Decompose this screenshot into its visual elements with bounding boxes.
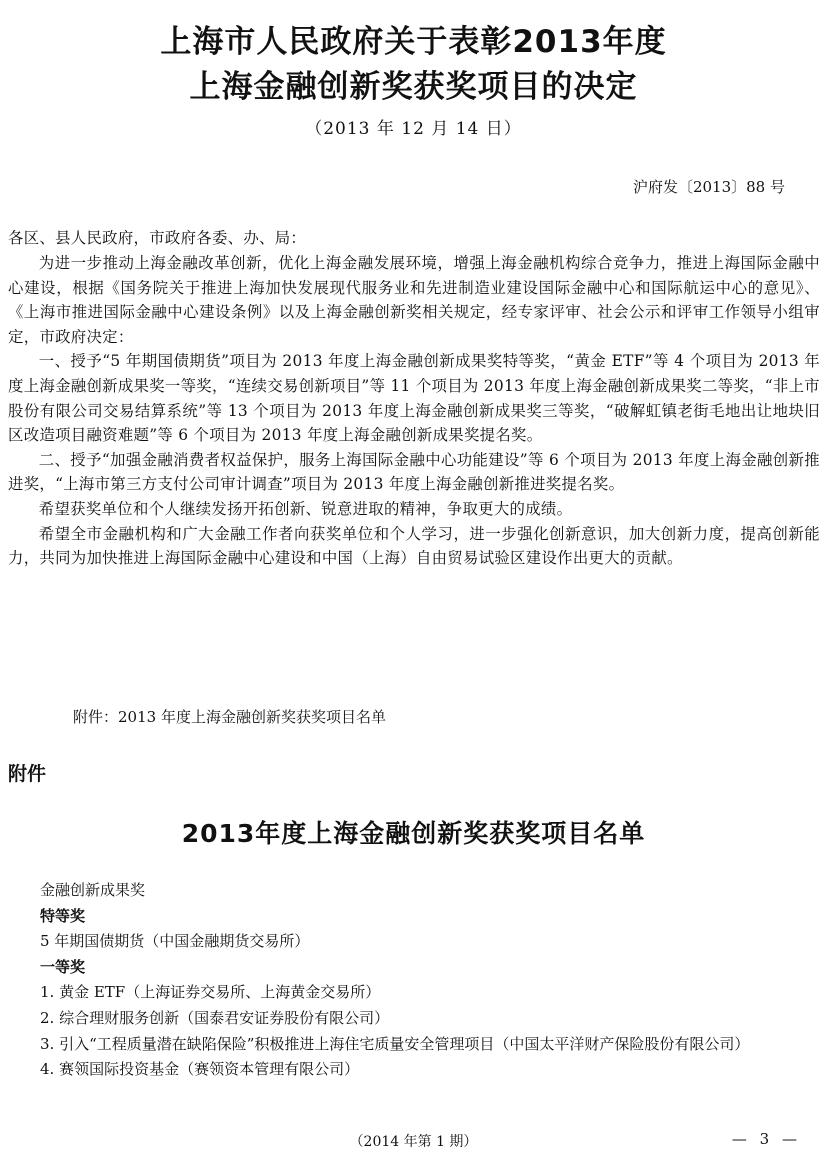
- special-prize-heading: 特等奖: [40, 906, 86, 925]
- paragraph-hope-winners: 希望获奖单位和个人继续发扬开拓创新、锐意进取的精神，争取更大的成绩。: [38, 499, 573, 518]
- attachment-note: 附件：2013 年度上海金融创新奖获奖项目名单: [73, 708, 386, 726]
- attachment-heading: 附件: [8, 763, 47, 785]
- list-item: 5 年期国债期货（中国金融期货交易所）: [40, 932, 310, 951]
- list-item: 3. 引入“工程质量潜在缺陷保险”积极推进上海住宅质量安全管理项目（中国太平洋财产保险股份有限公司）: [40, 1034, 750, 1053]
- list-item: 1. 黄金 ETF（上海证券交易所、上海黄金交易所）: [40, 983, 381, 1002]
- attachment-list-title: 2013年度上海金融创新奖获奖项目名单: [181, 819, 646, 848]
- paragraph-intro: 为进一步推动上海金融改革创新，优化上海金融发展环境，增强上海金融机构综合竞争力，推进上海国际金融中心建设，根据《国务院关于推进上海加快发展现代服务业和先进制造业建设国际金融中心和国际航运中心的意见》、《上海市推进国际金融中心建设条例》以及上海金融创新奖相关规定，经专家评审、社会公示和评审工作领导小组审定，市政府决定：: [8, 254, 820, 346]
- award-list: [40, 878, 820, 1083]
- footer-issue: （2014 年第 1 期）: [349, 1134, 478, 1150]
- page-number: — 3 —: [731, 1130, 801, 1148]
- salutation: [8, 226, 820, 251]
- paragraph-hope-all: 希望全市金融机构和广大金融工作者向获奖单位和个人学习，进一步强化创新意识，加大创新力度，提高创新能力，共同为加快推进上海国际金融中心建设和中国（上海）自由贸易试验区建设作出更大的贡献。: [8, 524, 820, 568]
- document-date: （2013 年 12 月 14 日）: [305, 119, 522, 139]
- decision-body: [8, 251, 820, 571]
- document-number: 沪府发〔2013〕88 号: [632, 178, 785, 196]
- award-category: 金融创新成果奖: [40, 881, 146, 899]
- document-title-line-1: 上海市人民政府关于表彰2013年度: [160, 24, 667, 60]
- paragraph-item-two: 二、授予“加强金融消费者权益保护，服务上海国际金融中心功能建设”等 6 个项目为 2013 年度上海金融创新推进奖，“上海市第三方支付公司审计调查”项目为 2013 年度上海金融创新推进奖提名奖。: [8, 450, 820, 494]
- list-item: 4. 赛领国际投资基金（赛领资本管理有限公司）: [40, 1060, 360, 1079]
- document-title-line-2: 上海金融创新奖获奖项目的决定: [189, 69, 638, 105]
- salutation-text: 各区、县人民政府，市政府各委、办、局：: [8, 229, 307, 247]
- list-item: 2. 综合理财服务创新（国泰君安证券股份有限公司）: [40, 1008, 390, 1027]
- paragraph-item-one: 一、授予“5 年期国债期货”项目为 2013 年度上海金融创新成果奖特等奖，“黄金 ETF”等 4 个项目为 2013 年度上海金融创新成果奖一等奖，“连续交易创新项目”等 11 个项目为 2013 年度上海金融创新成果奖二等奖，“非上市股份有限公司交易结算系统”等 13 个项目为 2013 年度上海金融创新成果奖三等奖，“破解虹镇老街毛地出让地块旧区改造项目融资难题”等 6 个项目为 2013 年度上海金融创新成果奖提名奖。: [8, 352, 820, 445]
- first-prize-heading: 一等奖: [40, 957, 86, 976]
